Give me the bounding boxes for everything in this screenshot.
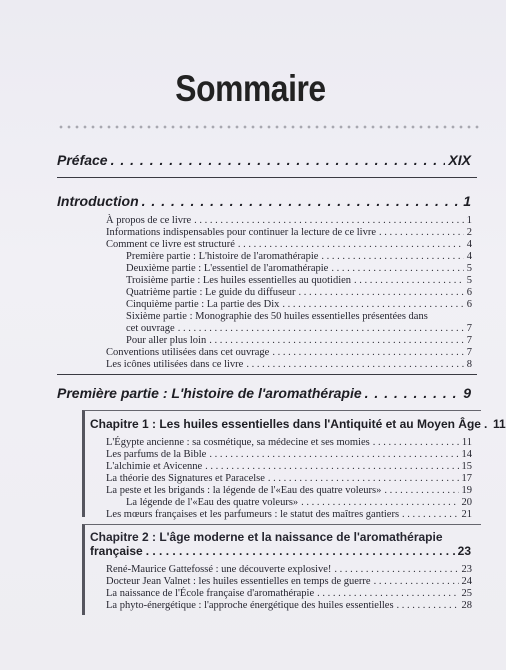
dot-leader xyxy=(354,275,464,286)
dot-leader xyxy=(142,193,461,209)
entry-page: 11 xyxy=(461,437,472,448)
entry-label: Troisième partie : Les huiles essentielles au quotidien xyxy=(126,275,352,286)
dot-leader xyxy=(317,588,458,599)
entry-label: La théorie des Signatures et Paracelse xyxy=(106,473,265,484)
entry-label: Informations indispensables pour continuer la lecture de ce livre xyxy=(106,227,376,238)
toc-entry[interactable] xyxy=(126,299,472,310)
dot-leader xyxy=(365,385,461,401)
toc-entry-introduction[interactable] xyxy=(57,193,471,209)
entry-page: 7 xyxy=(466,347,472,358)
toc-entry[interactable] xyxy=(106,473,472,484)
dot-leader xyxy=(246,359,463,370)
entry-page: 23 xyxy=(461,564,472,575)
entry-label: Chapitre 1 : Les huiles essentielles dans l'Antiquité et au Moyen Âge xyxy=(90,417,481,431)
dot-leader xyxy=(111,152,446,168)
dot-leader xyxy=(178,323,464,334)
entry-label: La légende de l'«Eau des quatre voleurs» xyxy=(126,497,299,508)
entry-page: 25 xyxy=(461,588,472,599)
entry-page: 21 xyxy=(461,509,472,520)
entry-label-continued: cet ouvrage xyxy=(126,323,175,334)
entry-page: 6 xyxy=(466,287,472,298)
toc-entry[interactable] xyxy=(126,263,472,274)
entry-page: 4 xyxy=(466,251,472,262)
toc-entry[interactable] xyxy=(106,564,472,575)
entry-label: Deuxième partie : L'essentiel de l'aromathérapie xyxy=(126,263,329,274)
entry-label: Première partie : L'histoire de l'aromathérapie xyxy=(57,385,362,401)
entry-page: 5 xyxy=(466,275,472,286)
entry-page: 20 xyxy=(461,497,472,508)
entry-page: 1 xyxy=(463,193,471,209)
toc-entry[interactable] xyxy=(106,509,472,520)
entry-page: 7 xyxy=(466,323,472,334)
toc-entry[interactable] xyxy=(106,359,472,370)
toc-entry[interactable] xyxy=(126,275,472,286)
dot-leader xyxy=(373,437,459,448)
toc-entry-part1[interactable] xyxy=(57,385,471,401)
entry-page: 9 xyxy=(463,385,471,401)
dot-leader xyxy=(321,251,463,262)
entry-label: Introduction xyxy=(57,193,139,209)
dot-leader xyxy=(282,299,463,310)
toc-entry[interactable] xyxy=(126,287,472,298)
dot-leader xyxy=(379,227,464,238)
entry-label: L'Égypte ancienne : sa cosmétique, sa médecine et ses momies xyxy=(106,437,370,448)
toc-entry[interactable] xyxy=(126,251,472,262)
entry-label: René-Maurice Gattefossé : une découverte explosive! xyxy=(106,564,332,575)
entry-label: Les mœurs françaises et les parfumeurs : le statut des maîtres gantiers xyxy=(106,509,400,520)
dot-leader xyxy=(209,335,464,346)
dot-leader xyxy=(194,215,464,226)
entry-page: 4 xyxy=(466,239,472,250)
dotted-divider xyxy=(57,125,481,129)
entry-page: 23 xyxy=(457,544,471,558)
entry-label: La naissance de l'École française d'aromathérapie xyxy=(106,588,315,599)
toc-entry[interactable] xyxy=(106,437,472,448)
toc-entry-chapter1[interactable] xyxy=(90,417,506,431)
entry-label: Quatrième partie : Le guide du diffuseur xyxy=(126,287,296,298)
toc-entry[interactable] xyxy=(106,449,472,460)
entry-page: 2 xyxy=(466,227,472,238)
dot-leader xyxy=(205,461,458,472)
dot-leader xyxy=(334,564,458,575)
entry-page: 24 xyxy=(461,576,472,587)
entry-page: 8 xyxy=(466,359,472,370)
entry-label: Conventions utilisées dans cet ouvrage xyxy=(106,347,270,358)
dot-leader xyxy=(238,239,464,250)
toc-entry[interactable] xyxy=(106,347,472,358)
entry-label: Chapitre 2 : L'âge moderne et la naissance de l'aromathérapie xyxy=(90,530,443,544)
toc-entry-chapter2[interactable] xyxy=(90,544,471,558)
entry-label: Sixième partie : Monographie des 50 huiles essentielles présentées dans xyxy=(126,311,428,322)
toc-entry[interactable] xyxy=(106,461,472,472)
dot-leader xyxy=(146,544,455,558)
dot-leader xyxy=(397,600,459,611)
toc-entry[interactable] xyxy=(106,239,472,250)
entry-label: Les icônes utilisées dans ce livre xyxy=(106,359,244,370)
entry-page: 19 xyxy=(461,485,472,496)
dot-leader xyxy=(272,347,463,358)
entry-page: 28 xyxy=(461,600,472,611)
entry-page: 7 xyxy=(466,335,472,346)
dot-leader xyxy=(374,576,459,587)
dot-leader xyxy=(484,417,490,431)
entry-page: XIX xyxy=(448,152,471,168)
entry-page: 1 xyxy=(466,215,472,226)
entry-label: Pour aller plus loin xyxy=(126,335,207,346)
entry-label: Les parfums de la Bible xyxy=(106,449,207,460)
entry-page: 17 xyxy=(461,473,472,484)
entry-page: 5 xyxy=(466,263,472,274)
entry-label: Première partie : L'histoire de l'aromathérapie xyxy=(126,251,319,262)
toc-entry-line1[interactable] xyxy=(126,311,472,323)
dot-leader xyxy=(331,263,463,274)
entry-label: L'alchimie et Avicenne xyxy=(106,461,203,472)
entry-label: La peste et les brigands : la légende de l'«Eau des quatre voleurs» xyxy=(106,485,382,496)
dot-leader xyxy=(402,509,458,520)
dot-leader xyxy=(301,497,458,508)
toc-entry[interactable] xyxy=(106,588,472,599)
toc-entry[interactable] xyxy=(106,576,472,587)
dot-leader xyxy=(299,287,464,298)
entry-label: Comment ce livre est structuré xyxy=(106,239,235,250)
entry-label-continued: française xyxy=(90,544,143,558)
entry-label: À propos de ce livre xyxy=(106,215,192,226)
entry-page: 14 xyxy=(461,449,472,460)
entry-page: 6 xyxy=(466,299,472,310)
toc-entry[interactable] xyxy=(126,335,472,346)
toc-entry[interactable] xyxy=(126,497,472,508)
toc-entry[interactable] xyxy=(106,485,472,496)
dot-leader xyxy=(209,449,458,460)
entry-label: Cinquième partie : La partie des Dix xyxy=(126,299,280,310)
entry-label: Préface xyxy=(57,152,108,168)
section-rule xyxy=(57,177,477,178)
page-title: Sommaire xyxy=(175,68,326,109)
toc-entry-chapter2-line1[interactable] xyxy=(90,530,471,544)
dot-leader xyxy=(268,473,459,484)
toc-entry[interactable] xyxy=(106,600,472,611)
entry-label: La phyto-énergétique : l'approche énergétique des huiles essentielles xyxy=(106,600,394,611)
entry-page: 15 xyxy=(461,461,472,472)
toc-entry[interactable] xyxy=(126,323,472,334)
section-rule xyxy=(57,374,477,375)
toc-entry-preface[interactable] xyxy=(57,152,471,168)
entry-label: Docteur Jean Valnet : les huiles essentielles en temps de guerre xyxy=(106,576,371,587)
entry-page: 11 xyxy=(492,417,506,431)
toc-entry[interactable] xyxy=(106,215,472,226)
dot-leader xyxy=(384,485,458,496)
toc-entry[interactable] xyxy=(106,227,472,238)
